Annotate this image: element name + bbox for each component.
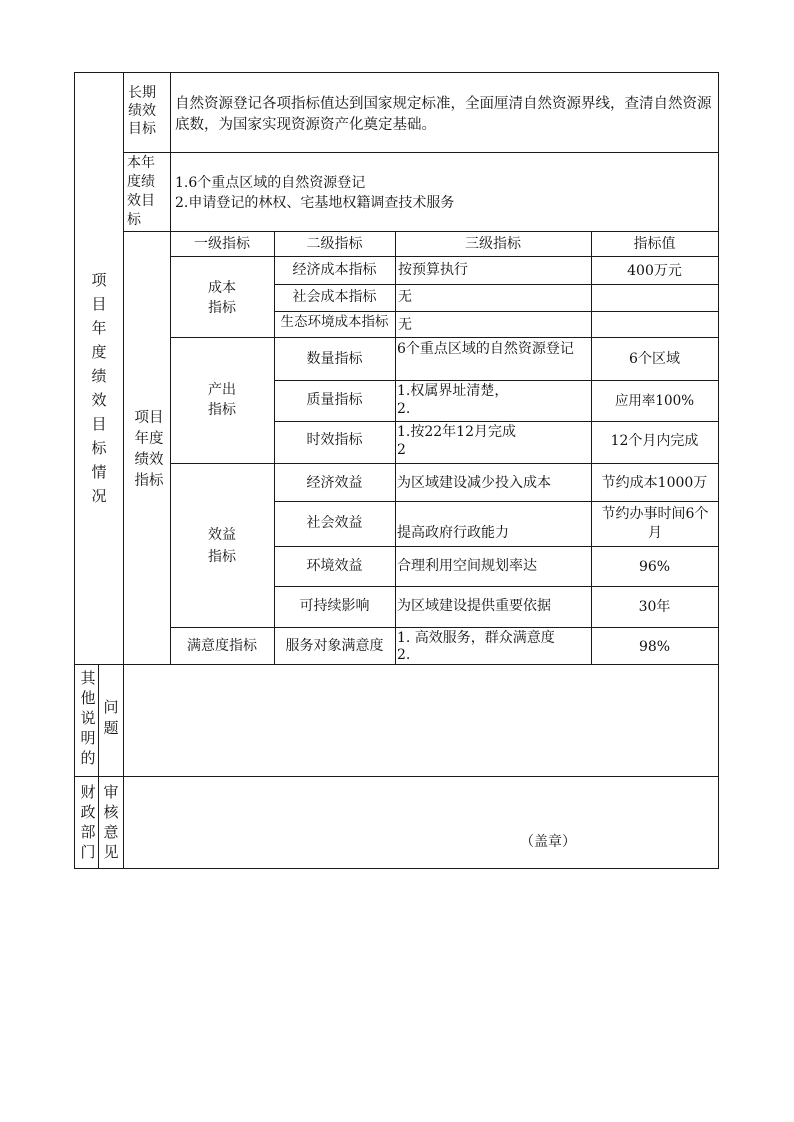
header-level1: 一级指标 bbox=[194, 236, 250, 252]
group-divider-benefit bbox=[170, 463, 719, 464]
output-l2-quality: 质量指标 bbox=[306, 392, 363, 408]
satisfaction-value: 98% bbox=[638, 639, 671, 655]
cost-l2-eco: 生态环境成本指标 bbox=[280, 314, 389, 330]
finance-label-a: 财政部门 bbox=[80, 783, 96, 861]
output-l3-quality-b: 2. bbox=[397, 401, 411, 417]
label-col-divider bbox=[170, 72, 171, 664]
header-level2: 二级指标 bbox=[306, 236, 363, 252]
row-divider bbox=[274, 421, 719, 422]
seal-text: （盖章） bbox=[520, 834, 576, 850]
col-divider-l3 bbox=[395, 231, 396, 664]
output-l3-quality-a: 1.权属界址清楚， bbox=[397, 383, 509, 399]
output-l2-quantity: 数量指标 bbox=[306, 351, 363, 367]
other-label-divider bbox=[98, 664, 99, 776]
group-divider-output bbox=[170, 337, 719, 338]
finance-label-divider bbox=[98, 776, 99, 868]
output-l3-timeliness-a: 1.按22年12月完成 bbox=[397, 424, 516, 440]
cost-l2-economic: 经济成本指标 bbox=[292, 262, 377, 278]
output-l3-quantity: 6个重点区域的自然资源登记 bbox=[397, 341, 574, 357]
output-indicator-label: 产出指标 bbox=[208, 382, 236, 418]
annual-line-2: 2.申请登记的林权、宅基地权籍调查技术服务 bbox=[175, 195, 455, 211]
satisfaction-l3-b: 2. bbox=[397, 647, 411, 663]
benefit-l2-environment: 环境效益 bbox=[306, 558, 363, 574]
benefit-value-environment: 96% bbox=[638, 559, 671, 575]
satisfaction-indicator-label: 满意度指标 bbox=[187, 638, 257, 654]
long-term-content: 自然资源登记各项指标值达到国家规定标准，全面厘清自然资源界线，查清自然资源底数，为国家实现资源资产化奠定基础。 bbox=[175, 96, 712, 133]
row-divider bbox=[274, 380, 719, 381]
header-level3: 三级指标 bbox=[465, 236, 521, 252]
row-divider bbox=[274, 586, 719, 587]
left-col-divider bbox=[123, 72, 124, 868]
benefit-l3-economic: 为区域建设减少投入成本 bbox=[397, 475, 551, 491]
row-divider-indicators bbox=[123, 231, 719, 232]
output-l2-timeliness: 时效指标 bbox=[306, 432, 363, 448]
benefit-l2-social: 社会效益 bbox=[306, 515, 363, 531]
output-value-quantity: 6个区域 bbox=[629, 351, 680, 367]
annual-label: 本年度绩效目标 bbox=[127, 155, 155, 228]
benefit-value-sustainable: 30年 bbox=[638, 599, 671, 615]
other-label-a: 其他说明的 bbox=[80, 669, 96, 767]
section-divider-finance bbox=[74, 776, 719, 777]
row-divider bbox=[274, 284, 719, 285]
cost-l3-social: 无 bbox=[398, 289, 412, 305]
output-value-quality: 应用率100% bbox=[614, 393, 695, 409]
long-term-label: 长期绩效目标 bbox=[128, 85, 156, 137]
header-value: 指标值 bbox=[633, 236, 676, 252]
other-label-b: 问题 bbox=[103, 698, 119, 737]
group-divider-satisfaction bbox=[170, 627, 719, 628]
header-row-divider bbox=[170, 256, 719, 257]
outer-border-bottom bbox=[74, 868, 719, 869]
benefit-l2-sustainable: 可持续影响 bbox=[299, 598, 370, 614]
benefit-value-social: 节约办事时间6个月 bbox=[601, 506, 709, 541]
row-divider bbox=[274, 311, 719, 312]
cost-l3-economic: 按预算执行 bbox=[398, 262, 468, 278]
left-section-label: 项目年度绩效目标情况 bbox=[91, 271, 107, 505]
row-divider bbox=[274, 546, 719, 547]
output-l3-timeliness-b: 2 bbox=[397, 442, 406, 458]
cost-indicator-label: 成本指标 bbox=[208, 280, 236, 316]
benefit-l3-social: 提高政府行政能力 bbox=[397, 525, 509, 541]
satisfaction-l2: 服务对象满意度 bbox=[285, 638, 384, 654]
row-divider-annual bbox=[123, 152, 719, 153]
benefit-indicator-label: 效益指标 bbox=[208, 527, 236, 565]
benefit-l3-sustainable: 为区域建设提供重要依据 bbox=[397, 598, 551, 614]
satisfaction-l3-a: 1. 高效服务，群众满意度 bbox=[397, 630, 555, 646]
output-value-timeliness: 12个月内完成 bbox=[610, 433, 699, 449]
benefit-value-economic: 节约成本1000万 bbox=[601, 475, 708, 491]
finance-label-b: 审核意见 bbox=[103, 783, 119, 861]
benefit-l2-economic: 经济效益 bbox=[306, 475, 363, 491]
benefit-l3-environment: 合理利用空间规划率达 bbox=[397, 558, 537, 574]
outer-border-right bbox=[718, 72, 719, 868]
outer-border-left bbox=[74, 72, 75, 868]
cost-l3-eco: 无 bbox=[398, 317, 412, 333]
row-divider bbox=[274, 501, 719, 502]
annual-line-1: 1.6个重点区域的自然资源登记 bbox=[175, 175, 366, 191]
cost-l2-social: 社会成本指标 bbox=[292, 289, 377, 305]
cost-value-economic: 400万元 bbox=[627, 263, 682, 279]
indicators-label: 项目年度绩效指标 bbox=[134, 410, 164, 489]
